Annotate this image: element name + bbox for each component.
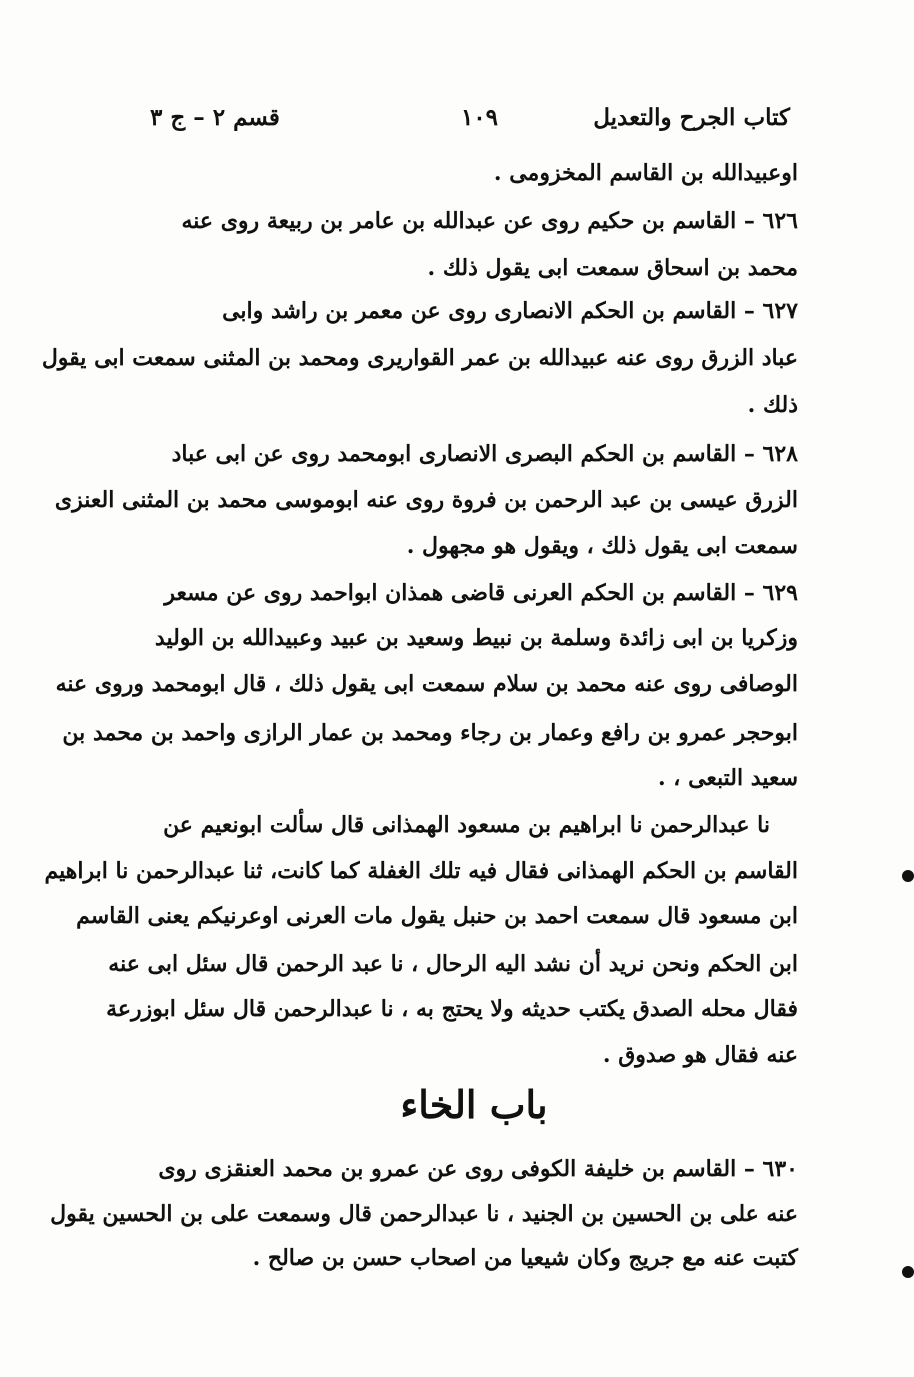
- narration-line: نا عبدالرحمن نا ابراهيم بن مسعود الهمذانى قال سألت ابونعيم عن: [163, 812, 770, 838]
- text-line: ابوحجر عمرو بن رافع وعمار بن رجاء ومحمد بن عمار الرازى واحمد بن محمد بن: [62, 720, 798, 746]
- entry-629-line: ٦٢٩ – القاسم بن الحكم العرنى قاضى همذان ابواحمد روى عن مسعر: [164, 580, 798, 606]
- entry-627-line: ٦٢٧ – القاسم بن الحكم الانصارى روى عن معمر بن راشد وابى: [222, 298, 798, 324]
- entry-628-line: ٦٢٨ – القاسم بن الحكم البصرى الانصارى ابومحمد روى عن ابى عباد: [171, 441, 798, 467]
- book-title: كتاب الجرح والتعديل: [593, 104, 790, 131]
- volume-part: قسم ٢ – ج ٣: [150, 104, 280, 131]
- text-line: ابن مسعود قال سمعت احمد بن حنبل يقول مات العرنى اوعرنيكم يعنى القاسم: [76, 903, 798, 929]
- page-number: ١٠٩: [460, 104, 498, 131]
- text-line: وزكريا بن ابى زائدة وسلمة بن نبيط وسعيد بن عبيد وعبيدالله بن الوليد: [154, 625, 798, 651]
- text-line: كتبت عنه مع جريج وكان شيعيا من اصحاب حسن بن صالح .: [252, 1245, 798, 1271]
- text-line: عباد الزرق روى عنه عبيدالله بن عمر القواريرى ومحمد بن المثنى سمعت ابى يقول: [41, 345, 798, 371]
- entry-626-line: ٦٢٦ – القاسم بن حكيم روى عن عبدالله بن عامر بن ربيعة روى عنه: [181, 208, 798, 234]
- text-line: الوصافى روى عنه محمد بن سلام سمعت ابى يقول ذلك ، قال ابومحمد وروى عنه: [55, 671, 798, 697]
- text-line: سعيد التبعى ، .: [657, 765, 798, 791]
- text-line: عنه على بن الحسين بن الجنيد ، نا عبدالرحمن قال وسمعت على بن الحسين يقول: [50, 1201, 798, 1227]
- text-line: ذلك .: [747, 392, 798, 418]
- running-header: [150, 104, 790, 144]
- text-line: سمعت ابى يقول ذلك ، ويقول هو مجهول .: [406, 533, 798, 559]
- text-line: اوعبيدالله بن القاسم المخزومى .: [493, 160, 798, 186]
- scan-mark: [902, 1266, 914, 1278]
- text-line: ابن الحكم ونحن نريد أن نشد اليه الرحال ، نا عبد الرحمن قال سئل ابى عنه: [108, 951, 798, 977]
- scan-mark: [902, 870, 914, 882]
- entry-630-line: ٦٣٠ – القاسم بن خليفة الكوفى روى عن عمرو بن محمد العنقزى روى: [158, 1156, 798, 1182]
- text-line: فقال محله الصدق يكتب حديثه ولا يحتج به ، نا عبدالرحمن قال سئل ابوزرعة: [106, 996, 798, 1022]
- text-line: محمد بن اسحاق سمعت ابى يقول ذلك .: [427, 255, 798, 281]
- section-heading: باب الخاء: [400, 1082, 548, 1127]
- text-line: الزرق عيسى بن عبد الرحمن بن فروة روى عنه ابوموسى محمد بن المثنى العنزى: [54, 487, 798, 513]
- text-line: القاسم بن الحكم الهمذانى فقال فيه تلك الغفلة كما كانت، ثنا عبدالرحمن نا ابراهيم: [44, 858, 798, 884]
- text-line: عنه فقال هو صدوق .: [602, 1042, 798, 1068]
